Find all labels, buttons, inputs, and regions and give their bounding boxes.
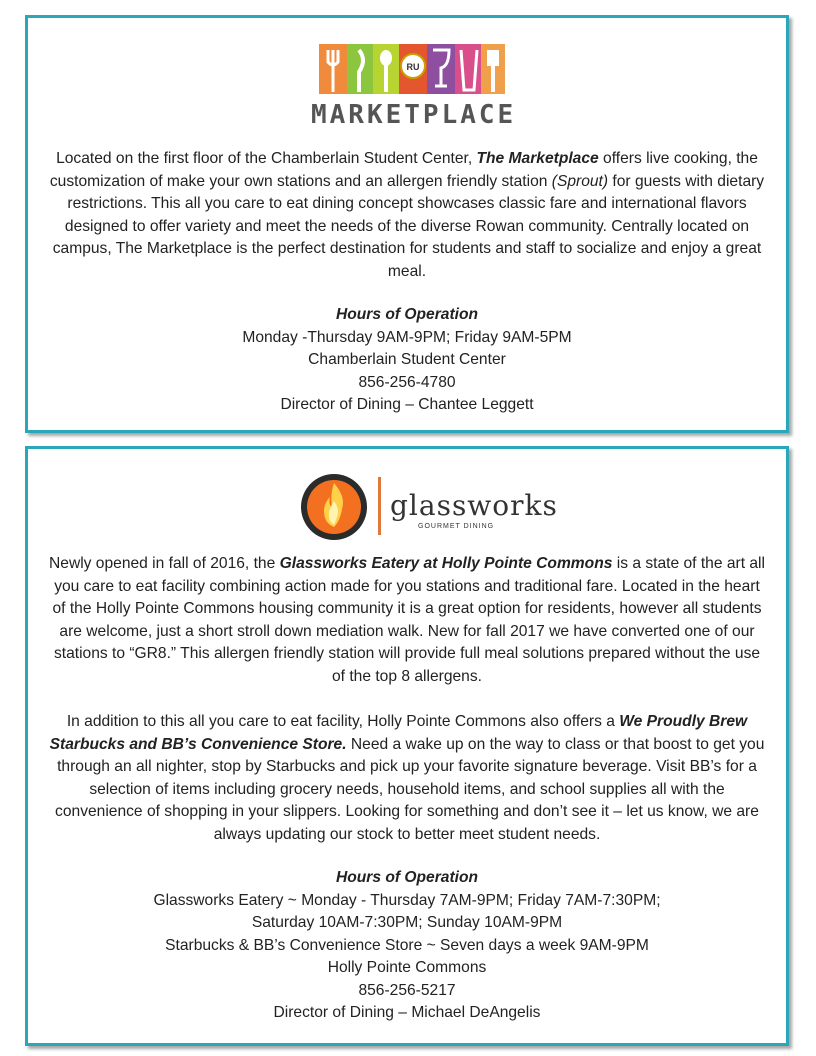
- marketplace-logo: [311, 40, 517, 132]
- location-text: Holly Pointe Commons: [327, 959, 487, 976]
- phone-number: 856-256-4780: [358, 373, 456, 391]
- marketplace-name: The Marketplace: [476, 150, 599, 167]
- hours-title: Hours of Operation: [335, 869, 479, 886]
- glassworks-logo: [298, 471, 558, 543]
- hours-text: Monday -Thursday 9AM-9PM; Friday 9AM-5PM: [242, 328, 572, 346]
- glassworks-hours-block: [48, 867, 766, 1025]
- glassworks-name: Glassworks Eatery at Holly Pointe Commons: [279, 555, 613, 572]
- location-text: Chamberlain Student Center: [308, 351, 506, 368]
- starbucks-bbs-name: We Proudly Brew Starbucks and BB’s Convenience Store.: [49, 713, 748, 753]
- hours-line-1: Glassworks Eatery ~ Monday - Thursday 7AM-9PM; Friday 7AM-7:30PM;: [153, 891, 661, 909]
- svg-text:RU: RU: [406, 62, 420, 72]
- logo-divider: [378, 477, 381, 535]
- glassworks-paragraph-2: In addition to this all you care to eat facility, Holly Pointe Commons also offers a We Proudly Brew Starbucks and BB’s Convenience Store. Need a wake up on the way to class or that boost to get you through an all nighter, stop by Starbucks and pick up your favorite signature beverage. Visit BB’s for a selection of items including grocery needs, household items, and school supplies all with the convenience of shopping in your slippers. Looking for something and don’t see it – let us know, we are always updating our stock to better meet student needs.: [49, 713, 765, 843]
- director-text: Director of Dining – Michael DeAngelis: [273, 1004, 541, 1021]
- hours-line-3: Starbucks & BB’s Convenience Store ~ Seven days a week 9AM-9PM: [165, 936, 649, 954]
- hours-line-2: Saturday 10AM-7:30PM; Sunday 10AM-9PM: [251, 914, 563, 931]
- glassworks-card: [25, 446, 789, 1046]
- marketplace-description: Located on the first floor of the Chamberlain Student Center, The Marketplace offers live cooking, the customization of make your own stations and an allergen friendly station (Sprout) for guests with dietary restrictions. This all you care to eat dining concept showcases classic fare and international flavors designed to offer variety and meet the needs of the diverse Rowan community. Centrally located on campus, The Marketplace is the perfect destination for students and staff to socialize and enjoy a great meal.: [49, 150, 765, 280]
- marketplace-wordmark: MARKETPLACE: [311, 100, 517, 130]
- sprout-station: (Sprout): [551, 172, 609, 190]
- glassworks-tagline: GOURMET DINING: [418, 523, 495, 530]
- glassworks-wordmark: glassworks: [390, 489, 558, 522]
- hours-title: Hours of Operation: [335, 306, 479, 323]
- marketplace-hours-block: [48, 304, 766, 417]
- flame-icon: [298, 471, 370, 543]
- marketplace-card: [25, 15, 789, 433]
- phone-number: 856-256-5217: [358, 981, 456, 999]
- director-text: Director of Dining – Chantee Leggett: [280, 396, 534, 413]
- glassworks-paragraph-1: Newly opened in fall of 2016, the Glassworks Eatery at Holly Pointe Commons is a state of the art all you care to eat facility combining action made for you stations and traditional fare. Located in the heart of the Holly Pointe Commons housing community it is a great option for residents, however all students are welcome, just a short stroll down mediation walk. New for fall 2017 we have converted one of our stations to “GR8.” This allergen friendly station will provide full meal solutions prepared without the use of the top 8 allergens.: [49, 555, 765, 685]
